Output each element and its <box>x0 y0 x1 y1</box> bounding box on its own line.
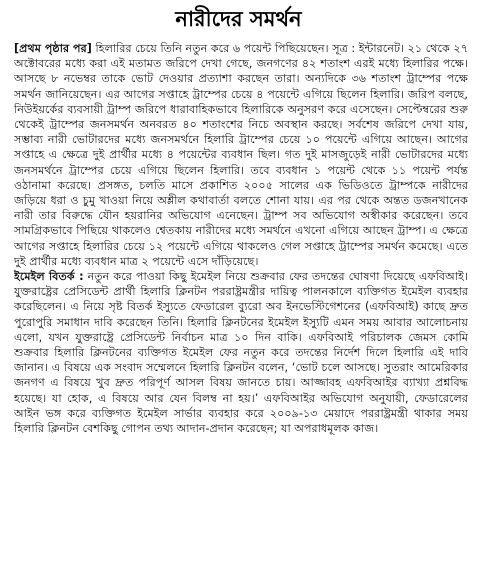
headline: নারীদের সমর্থন <box>175 6 302 31</box>
headline-container <box>0 0 477 40</box>
paragraph-text: নতুন করে পাওয়া কিছু ইমেইল নিয়ে শুক্রবার ফের তদন্তের ঘোষণা দিয়েছে এফবিআই। যুক্তরাষ্ট্রের প্রেসিডেন্ট প্রার্থী হিলারি ক্লিনটন পররাষ্ট্রমন্ত্রীর দায়িত্ব পালনকালে ব্যক্তিগত ইমেইল ব্যবহার করেছিলেন। এ নিয়ে সৃষ্ট বিতর্ক ইস্যুতে ফেডারেল ব্যুরো অব ইনভেস্টিগেশনের (এফবিআই) কাছে দ্রুত পুরোপুরি সমাধান দাবি করেছেন তিনি। হিলারি ক্লিনটনের ইমেইল ইস্যুটি এমন সময় আবার আলোচনায় এলো, যখন যুক্তরাষ্ট্রে প্রেসিডেন্ট নির্বাচন মাত্র ১০ দিন বাকি। এফবিআই পরিচালক জেমস কোমি শুক্রবার হিলারি ক্লিনটনের ব্যক্তিগত ইমেইল ফের নতুন করে তদন্তের নির্দেশ দিলে হিলারি এই দাবি জানান। এ বিষয়ে এক সংবাদ সম্মেলনে হিলারি ক্লিনটন বলেন, ‘ভোট চলে আসছে। সুতরাং আমেরিকার জনগণ এ বিষয়ে খুব দ্রুত পরিপূর্ণ আসল বিষয় জানতে চায়। আজ্জাবহ এফবিআইর ব্যাখ্যা প্রশ্নবিদ্ধ হয়েছে। যা হোক, এ বিষয়ে আর যেন বিলম্ব না হয়।’ এফবিআইর অভিযোগ অনুযায়ী, ফেডারেলের আইন ভঙ্গ করে ব্যক্তিগত ইমেইল সার্ভার ব্যবহার করে ২০০৯-১৩ মেয়াদে পররাষ্ট্রমন্ত্রী থাকার সময় হিলারি ক্লিনটন বেশকিছু গোপন তথ্য আদান-প্রদান করেছেন; যা অপরাধমূলক কাজ। <box>14 270 468 436</box>
paragraph-text: হিলারির চেয়ে তিনি নতুন করে ৬ পয়েন্ট পিছিয়েছেন। সূত্র : ইন্টারনেট। ২১ থেকে ২৭ অক্টোবরের মধ্যে করা এই মতামত জরিপে দেখা গেছে, জনগণের ৪২ শতাংশ এরই মধ্যে হিলারির পক্ষে। আসছে ৮ নভেম্বর তাকে ভোট দেওয়ার প্রত্যাশা করছেন তারা। অন্যদিকে ৩৬ শতাংশ ট্রাম্পের পক্ষে সমর্থন জানিয়েছেন। এর আগের সপ্তাহে ট্রাম্পের চেয়ে ৪ পয়েন্টে এগিয়ে ছিলেন হিলারি। জরিপ বলছে, নিউইয়র্কের ব্যবসায়ী ট্রাম্প জরিপে ধারাবাহিকভাবে হিলারিকে অনুসরণ করে এসেছেন। সেপ্টেম্বরের শুরু থেকেই ট্রাম্পের জনসমর্থন অনবরত ৪০ শতাংশের নিচে অবস্থান করছে। সর্বশেষ জরিপে দেখা যায়, সম্ভাব্য নারী ভোটারদের মধ্যে জনসমর্থনে হিলারি ট্রাম্পের চেয়ে ১০ পয়েন্টে এগিয়ে আছেন। আগের সপ্তাহে এ ক্ষেত্রে দুই প্রার্থীর মধ্যে ৪ পয়েন্টের ব্যবধান ছিল। গত দুই মাসজুড়েই নারী ভোটারদের মধ্যে জনসমর্থনে ট্রাম্পের চেয়ে এগিয়ে ছিলেন হিলারি। তবে ব্যবধান ১ পয়েন্ট থেকে ১১ পয়েন্ট পর্যন্ত ওঠানামা করেছে। প্রসঙ্গত, চলতি মাসে প্রকাশিত ২০০৫ সালের এক ভিডিওতে ট্রাম্পকে নারীদের জড়িয়ে ধরা ও চুমু খাওয়া নিয়ে অশ্লীল কথাবার্তা বলতে শোনা যায়। এর পর থেকে অন্তত ডজনখানেক নারী তার বিরুদ্ধে যৌন হয়রানির অভিযোগ এনেছেন। ট্রাম্প সব অভিযোগ অস্বীকার করেছেন। তবে সামগ্রিকভাবে পিছিয়ে থাকলেও শ্বেতকায় নারীদের মধ্যে সমর্থনে এখনো এগিয়ে আছেন ট্রাম্প। এ ক্ষেত্রে আগের সপ্তাহে হিলারির চেয়ে ১২ পয়েন্টে এগিয়ে থাকলেও গেল সপ্তাহে ট্রাম্পের সমর্থন কমেছে। এতে দুই প্রার্থীর মধ্যে ব্যবধান মাত্র ২ পয়েন্টে এসে দাঁড়িয়েছে। <box>14 42 468 268</box>
continuation-marker: [প্রথম পৃষ্ঠার পর] <box>14 42 92 55</box>
article-body <box>14 41 468 581</box>
paragraph-email-controversy <box>14 269 468 436</box>
paragraph-continuation <box>14 41 468 269</box>
subheading-email-controversy: ইমেইল বিতর্ক : <box>14 270 84 284</box>
